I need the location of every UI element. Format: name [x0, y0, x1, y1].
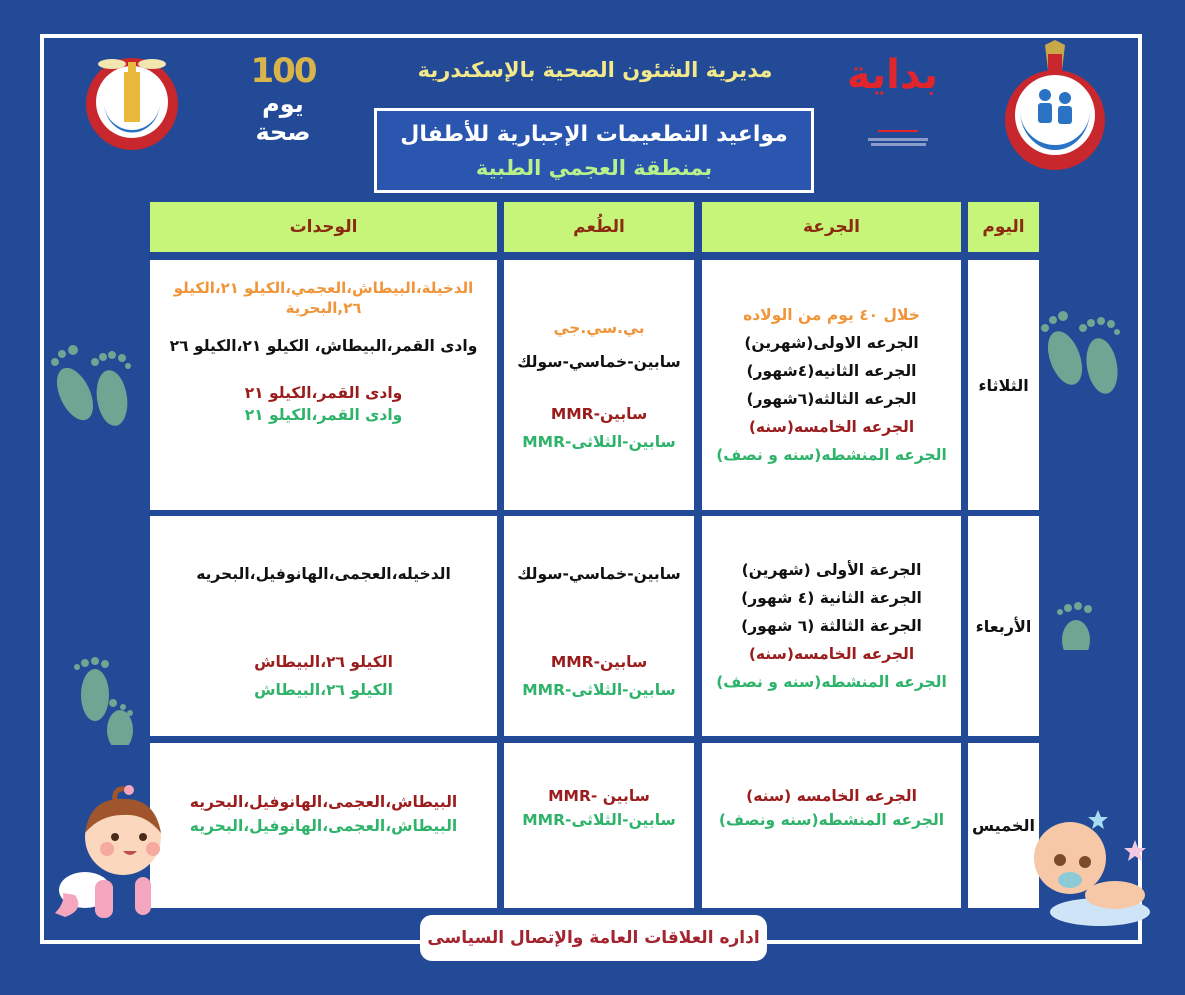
campaign-number: 100: [250, 51, 316, 91]
table-cell-dose: [702, 260, 961, 510]
table-cell-vaccine: [504, 516, 694, 736]
campaign-line1: يوم: [262, 90, 304, 118]
header-day: اليوم: [968, 202, 1039, 252]
header-units: الوحدات: [150, 202, 497, 252]
table-cell-units: [150, 260, 497, 510]
dose-line: الجرعه الاولى(شهرين): [744, 334, 919, 352]
campaign-line2: صحة: [255, 118, 311, 146]
table-cell-day: [968, 260, 1039, 510]
dose-line: الجرعه الثالثه(٦شهور): [746, 390, 917, 408]
vaccine-line: بي.سي.جي: [553, 319, 645, 337]
footprints-icon: [1048, 600, 1128, 650]
dose-line: الجرعه الخامسه(سنه): [748, 418, 915, 436]
table-cell-vaccine: [504, 260, 694, 510]
vaccine-line: سابين-الثلاثى-MMR: [522, 681, 676, 699]
vaccine-line: سابين-MMR: [550, 653, 648, 671]
units-line: وادى القمر،البيطاش، الكيلو ٢١،الكيلو ٢٦: [169, 337, 478, 355]
dose-line: الجرعة الثالثة (٦ شهور): [741, 617, 922, 635]
vaccine-line: سابين-MMR: [550, 405, 648, 423]
baby-with-pacifier-illustration: [1030, 800, 1150, 930]
dose-line: الجرعه المنشطه(سنه ونصف): [718, 811, 945, 829]
dose-line: الجرعه المنشطه(سنه و نصف): [716, 446, 947, 464]
units-line: الكيلو ٢٦،البيطاش: [254, 653, 393, 671]
100-days-health-logo: [228, 52, 338, 152]
dose-line: الجرعه الخامسه(سنه): [748, 645, 915, 663]
vaccine-line: سابين-خماسي-سولك: [517, 565, 681, 583]
header-vaccine: الطُعم: [504, 202, 694, 252]
dose-line: الجرعة الأولى (شهرين): [741, 561, 922, 579]
dose-line: الجرعه الثانيه(٤شهور): [746, 362, 917, 380]
units-line: البيطاش،العجمى،الهانوفيل،البحريه: [189, 817, 458, 835]
table-cell-units: [150, 743, 497, 908]
ministry-of-health-logo: [1000, 40, 1110, 170]
day-label: الثلاثاء: [978, 375, 1029, 395]
directorate-title: مديرية الشئون الصحية بالإسكندرية: [417, 58, 773, 82]
dose-line: الجرعه المنشطه(سنه و نصف): [716, 673, 947, 691]
day-label: الأربعاء: [975, 616, 1032, 636]
dose-line: الجرعة الثانية (٤ شهور): [741, 589, 922, 607]
table-cell-day: [968, 516, 1039, 736]
bedaya-initiative-logo: [846, 50, 938, 165]
units-line: وادى القمر،الكيلو ٢١: [244, 384, 403, 402]
units-line: الدخيلة،البيطاش،العجمي،الكيلو ٢١،الكيلو ٢٦,البحرية: [173, 279, 474, 317]
table-cell-units: [150, 516, 497, 736]
vaccine-line: سابين -MMR: [548, 787, 650, 805]
crawling-baby-illustration: [55, 785, 175, 925]
table-cell-vaccine: [504, 743, 694, 908]
bedaya-text: بداية: [846, 52, 938, 98]
units-line: الكيلو ٢٦،البيطاش: [254, 681, 393, 699]
table-cell-dose: [702, 743, 961, 908]
alexandria-health-affairs-logo: [82, 52, 182, 152]
vaccine-line: سابين-الثلاثى-MMR: [522, 811, 676, 829]
header-dose: الجرعة: [702, 202, 961, 252]
table-cell-dose: [702, 516, 961, 736]
vaccine-line: سابين-خماسي-سولك: [517, 353, 681, 371]
footer-department-label: اداره العلاقات العامة والإتصال السياسى: [420, 915, 767, 961]
title-box: [374, 108, 814, 193]
units-line: البيطاش،العجمى،الهانوفيل،البحريه: [189, 793, 458, 811]
dose-line: الجرعه الخامسه (سنه): [746, 787, 917, 805]
vaccine-line: سابين-الثلاثى-MMR: [522, 433, 676, 451]
day-label: الخميس: [972, 816, 1035, 835]
footprints-icon: [1035, 308, 1135, 398]
units-line: الدخيله،العجمى،الهانوفيل،البحريه: [196, 565, 451, 583]
page-title: مواعيد التطعيمات الإجبارية للأطفال: [400, 121, 788, 147]
footprints-icon: [65, 655, 145, 745]
footprints-icon: [40, 342, 140, 432]
table-cell-day: [968, 743, 1039, 908]
dose-line: خلال ٤٠ يوم من الولاده: [743, 306, 920, 324]
units-line: وادى القمر،الكيلو ٢١: [244, 406, 403, 424]
page-subtitle: بمنطقة العجمي الطبية: [475, 155, 713, 180]
